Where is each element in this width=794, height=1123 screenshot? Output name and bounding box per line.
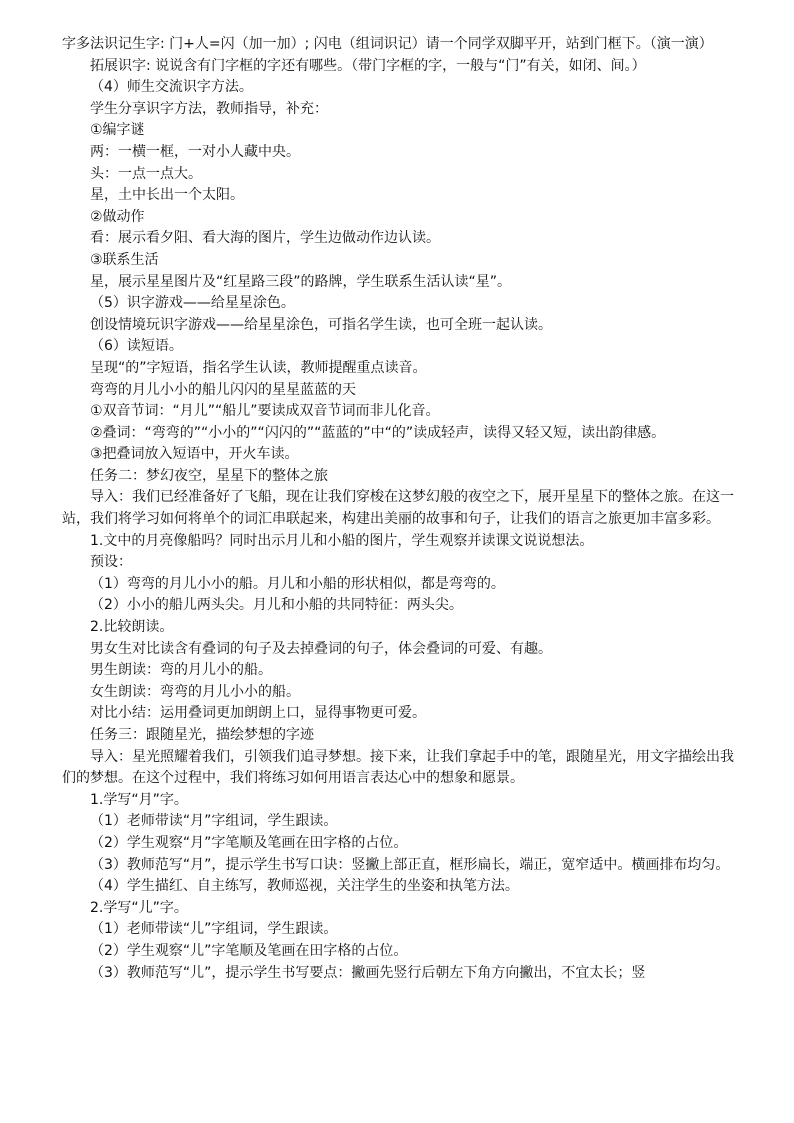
paragraph: 女生朗读：弯弯的月儿小小的船。 (90, 683, 300, 700)
paragraph: 预设： (90, 554, 132, 571)
paragraph: 拓展识字: 说说含有门字框的字还有哪些。（带门字框的字，一般与“门”有关，如闭、间。） (90, 57, 646, 74)
paragraph: 2.比较朗读。 (90, 619, 174, 636)
paragraph: （5）识字游戏——给星星涂色。 (90, 295, 295, 312)
document-body (62, 34, 738, 984)
paragraph: 弯弯的月儿小小的船儿闪闪的星星蓝蓝的天 (90, 381, 356, 398)
paragraph: （4）师生交流识字方法。 (90, 79, 253, 96)
paragraph: ①编字谜 (90, 122, 145, 139)
paragraph: 1.学写“月”字。 (90, 791, 188, 808)
paragraph: ②叠词：“弯弯的”“小小的”“闪闪的”“蓝蓝的”中“的”读成轻声，读得又轻又短，读出韵律感。 (90, 424, 666, 441)
paragraph: 创设情境玩识字游戏——给星星涂色，可指名学生读，也可全班一起认读。 (90, 316, 552, 333)
paragraph: 呈现“的”字短语，指名学生认读，教师提醒重点读音。 (90, 359, 427, 376)
paragraph: 男女生对比读含有叠词的句子及去掉叠词的句子，体会叠词的可爱、有趣。 (90, 640, 552, 657)
paragraph: 星，土中长出一个太阳。 (90, 187, 244, 204)
paragraph: 对比小结：运用叠词更加朗朗上口，显得事物更可爱。 (90, 705, 426, 722)
paragraph: ③联系生活 (90, 251, 159, 268)
paragraph: 2.学写“儿”字。 (90, 899, 188, 916)
paragraph: （2）学生观察“月”字笔顺及笔画在田字格的占位。 (90, 834, 408, 851)
paragraph: 学生分享识字方法，教师指导，补充： (90, 100, 328, 117)
paragraph: （3）教师范写“儿”，提示学生书写要点：撇画先竖行后朝左下角方向撇出，不宜太长；竖 (90, 964, 646, 981)
paragraph: ③把叠词放入短语中，开火车读。 (90, 446, 299, 463)
paragraph: （1）老师带读“儿”字组词，学生跟读。 (90, 921, 338, 938)
paragraph: 字多法识记生字: 门+人=闪（加一加）; 闪电（组词识记）请一个同学双脚平开，站到门框下。（演一演） (62, 36, 713, 52)
section-heading: 任务二：梦幻夜空，星星下的整体之旅 (90, 467, 328, 484)
paragraph: （4）学生描红、自主练写，教师巡视，关注学生的坐姿和执笔方法。 (90, 878, 519, 895)
paragraph: 两：一横一框，一对小人藏中央。 (90, 143, 300, 160)
paragraph: 星，展示星星图片及“红星路三段”的路牌，学生联系生活认读“星”。 (90, 273, 512, 290)
section-heading: 任务三：跟随星光，描绘梦想的字迹 (90, 727, 314, 743)
paragraph: （6）读短语。 (90, 338, 183, 355)
paragraph: ①双音节词：“月儿”“船儿”要读成双音节词而非儿化音。 (90, 403, 440, 420)
paragraph: 男生朗读：弯的月儿小的船。 (90, 662, 272, 679)
paragraph: 头：一点一点大。 (90, 165, 202, 182)
paragraph: （2）小小的船儿两头尖。月儿和小船的共同特征：两头尖。 (90, 597, 463, 614)
paragraph: （1）老师带读“月”字组词，学生跟读。 (90, 813, 338, 830)
paragraph: （3）教师范写“月”，提示学生书写口诀：竖撇上部正直，框形扁长，端正，宽窄适中。横画排布均匀。 (90, 856, 730, 873)
paragraph: （1）弯弯的月儿小小的船。月儿和小船的形状相似，都是弯弯的。 (90, 575, 505, 592)
paragraph: 1.文中的月亮像船吗？同时出示月儿和小船的图片，学生观察并读课文说说想法。 (90, 532, 594, 549)
paragraph: ②做动作 (90, 208, 145, 225)
paragraph: 导入：我们已经准备好了飞船，现在让我们穿梭在这梦幻般的夜空之下，展开星星下的整体之旅。在这一站，我们将学习如何将单个的词汇串联起来，构建出美丽的故事和句子，让我们的语言之旅更加丰富多彩。 (62, 489, 734, 528)
paragraph: 导入：星光照耀着我们，引领我们追寻梦想。接下来，让我们拿起手中的笔，跟随星光，用文字描绘出我们的梦想。在这个过程中，我们将练习如何用语言表达心中的想象和愿景。 (62, 748, 734, 787)
paragraph: （2）学生观察“儿”字笔顺及笔画在田字格的占位。 (90, 942, 408, 959)
paragraph: 看：展示看夕阳、看大海的图片，学生边做动作边认读。 (90, 230, 440, 247)
